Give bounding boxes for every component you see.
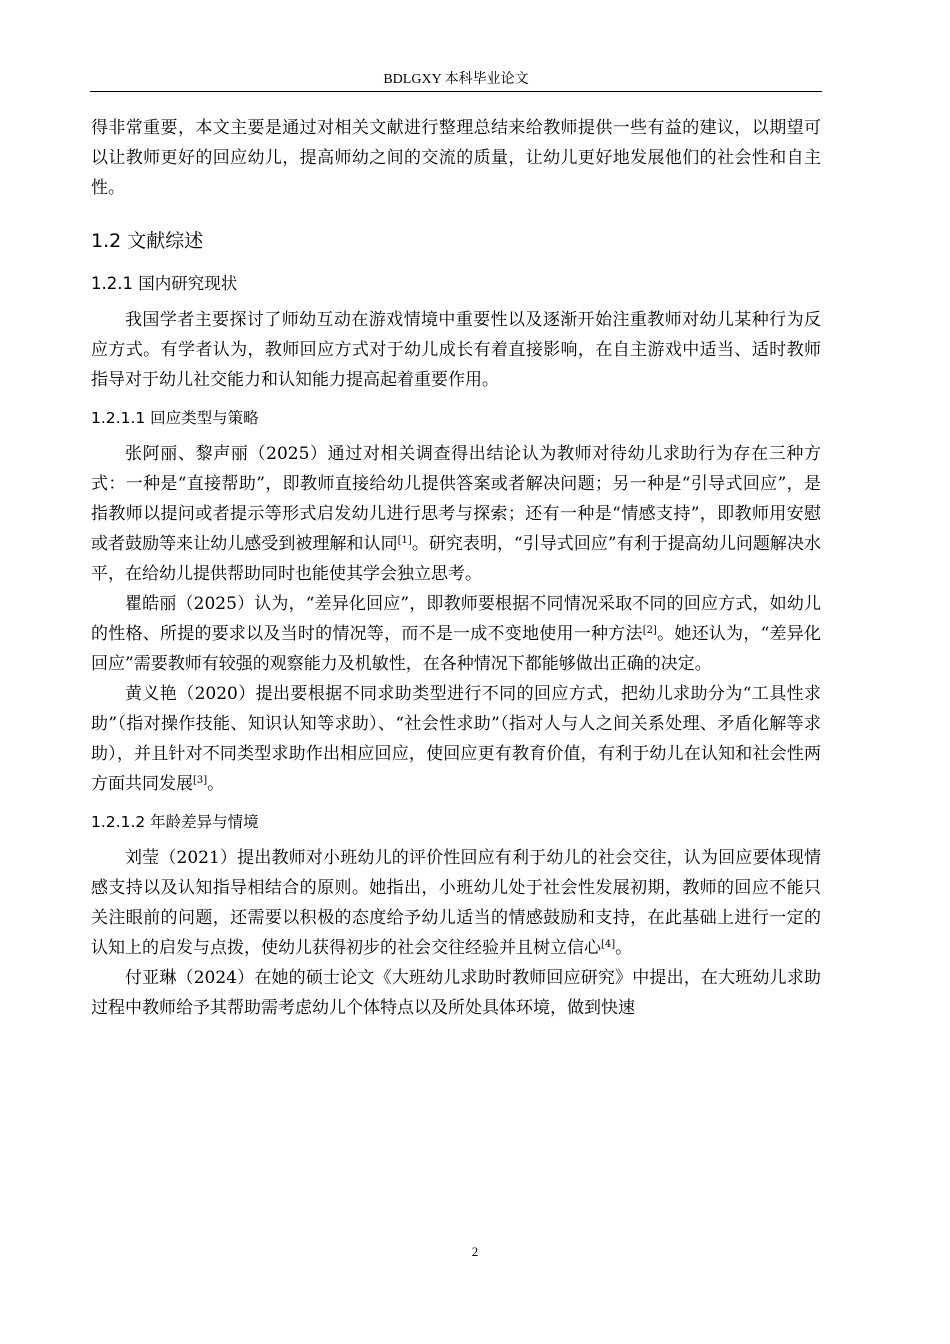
section-title-literature-review: 1.2 文献综述 bbox=[91, 230, 204, 252]
domestic-paragraph: 我国学者主要探讨了师幼互动在游戏情境中重要性以及逐渐开始注重教师对幼儿某种行为反应方式。有学者认为，教师回应方式对于幼儿成长有着直接影响，在自主游戏中适当、适时教师指导对于幼儿社交能力和认知能力提高起着重要作用。 bbox=[91, 310, 821, 390]
age-p1-text-b: 。 bbox=[615, 938, 633, 958]
types-p3-text-b: 。 bbox=[207, 774, 225, 794]
types-p1-text-a: 张阿丽、黎声丽（2025）通过对相关调查得出结论认为教师对待幼儿求助行为存在三种方式：一种是“直接帮助”，即教师直接给幼儿提供答案或者解决问题；另一种是“引导式回应”，是指教师以提问或者提示等形式启发幼儿进行思考与探索；还有一种是“情感支持”，即教师用安慰或者鼓励等来让幼儿感受到被理解和认同 bbox=[91, 444, 821, 554]
types-p1-text-b: 。研究表明，“引导式回应”有利于提高幼儿问题解决水平，在给幼儿提供帮助同时也能使其学会独立思考。 bbox=[91, 534, 821, 584]
intro-paragraph: 得非常重要，本文主要是通过对相关文献进行整理总结来给教师提供一些有益的建议，以期望可以让教师更好的回应幼儿，提高师幼之间的交流的质量，让幼儿更好地发展他们的社会性和自主性。 bbox=[91, 118, 821, 198]
subsection-title-domestic: 1.2.1 国内研究现状 bbox=[91, 274, 238, 293]
age-paragraph-1 bbox=[91, 843, 821, 963]
citation-1: [1] bbox=[397, 535, 412, 546]
citation-4: [4] bbox=[601, 939, 616, 950]
types-p3-text-a: 黄义艳（2020）提出要根据不同求助类型进行不同的回应方式，把幼儿求助分为“工具性求助”（指对操作技能、知识认知等求助）、“社会性求助”（指对人与人之间关系处理、矛盾化解等求助），并且针对不同类型求助作出相应回应，使回应更有教育价值，有利于幼儿在认知和社会性两方面共同发展 bbox=[91, 684, 821, 794]
types-p2-text-a: 瞿皓丽（2025）认为，“差异化回应”，即教师要根据不同情况采取不同的回应方式，如幼儿的性格、所提的要求以及当时的情况等，而不是一成不变地使用一种方法 bbox=[91, 594, 821, 644]
subsubsection-title-types: 1.2.1.1 回应类型与策略 bbox=[91, 409, 259, 427]
page-body bbox=[91, 113, 821, 1023]
age-p1-text-a: 刘莹（2021）提出教师对小班幼儿的评价性回应有利于幼儿的社会交往，认为回应要体现情感支持以及认知指导相结合的原则。她指出，小班幼儿处于社会性发展初期，教师的回应不能只关注眼前的问题，还需要以积极的态度给予幼儿适当的情感鼓励和支持，在此基础上进行一定的认知上的启发与点拨，使幼儿获得初步的社会交往经验并且树立信心 bbox=[91, 848, 821, 958]
types-paragraph-3 bbox=[91, 679, 821, 799]
citation-2: [2] bbox=[642, 625, 657, 636]
citation-3: [3] bbox=[193, 775, 208, 786]
page-number: 2 bbox=[471, 1244, 479, 1259]
subsubsection-title-age: 1.2.1.2 年龄差异与情境 bbox=[91, 813, 259, 831]
age-paragraph-2: 付亚琳（2024）在她的硕士论文《大班幼儿求助时教师回应研究》中提出，在大班幼儿求助过程中教师给予其帮助需考虑幼儿个体特点以及所处具体环境，做到快速 bbox=[91, 968, 821, 1018]
types-paragraph-2 bbox=[91, 589, 821, 679]
header-rule bbox=[90, 91, 822, 92]
running-header: BDLGXY 本科毕业论文 bbox=[383, 72, 529, 87]
types-paragraph-1 bbox=[91, 439, 821, 589]
types-p2-text-b: 。她还认为，“差异化回应”需要教师有较强的观察能力及机敏性，在各种情况下都能够做出正确的决定。 bbox=[91, 624, 821, 674]
